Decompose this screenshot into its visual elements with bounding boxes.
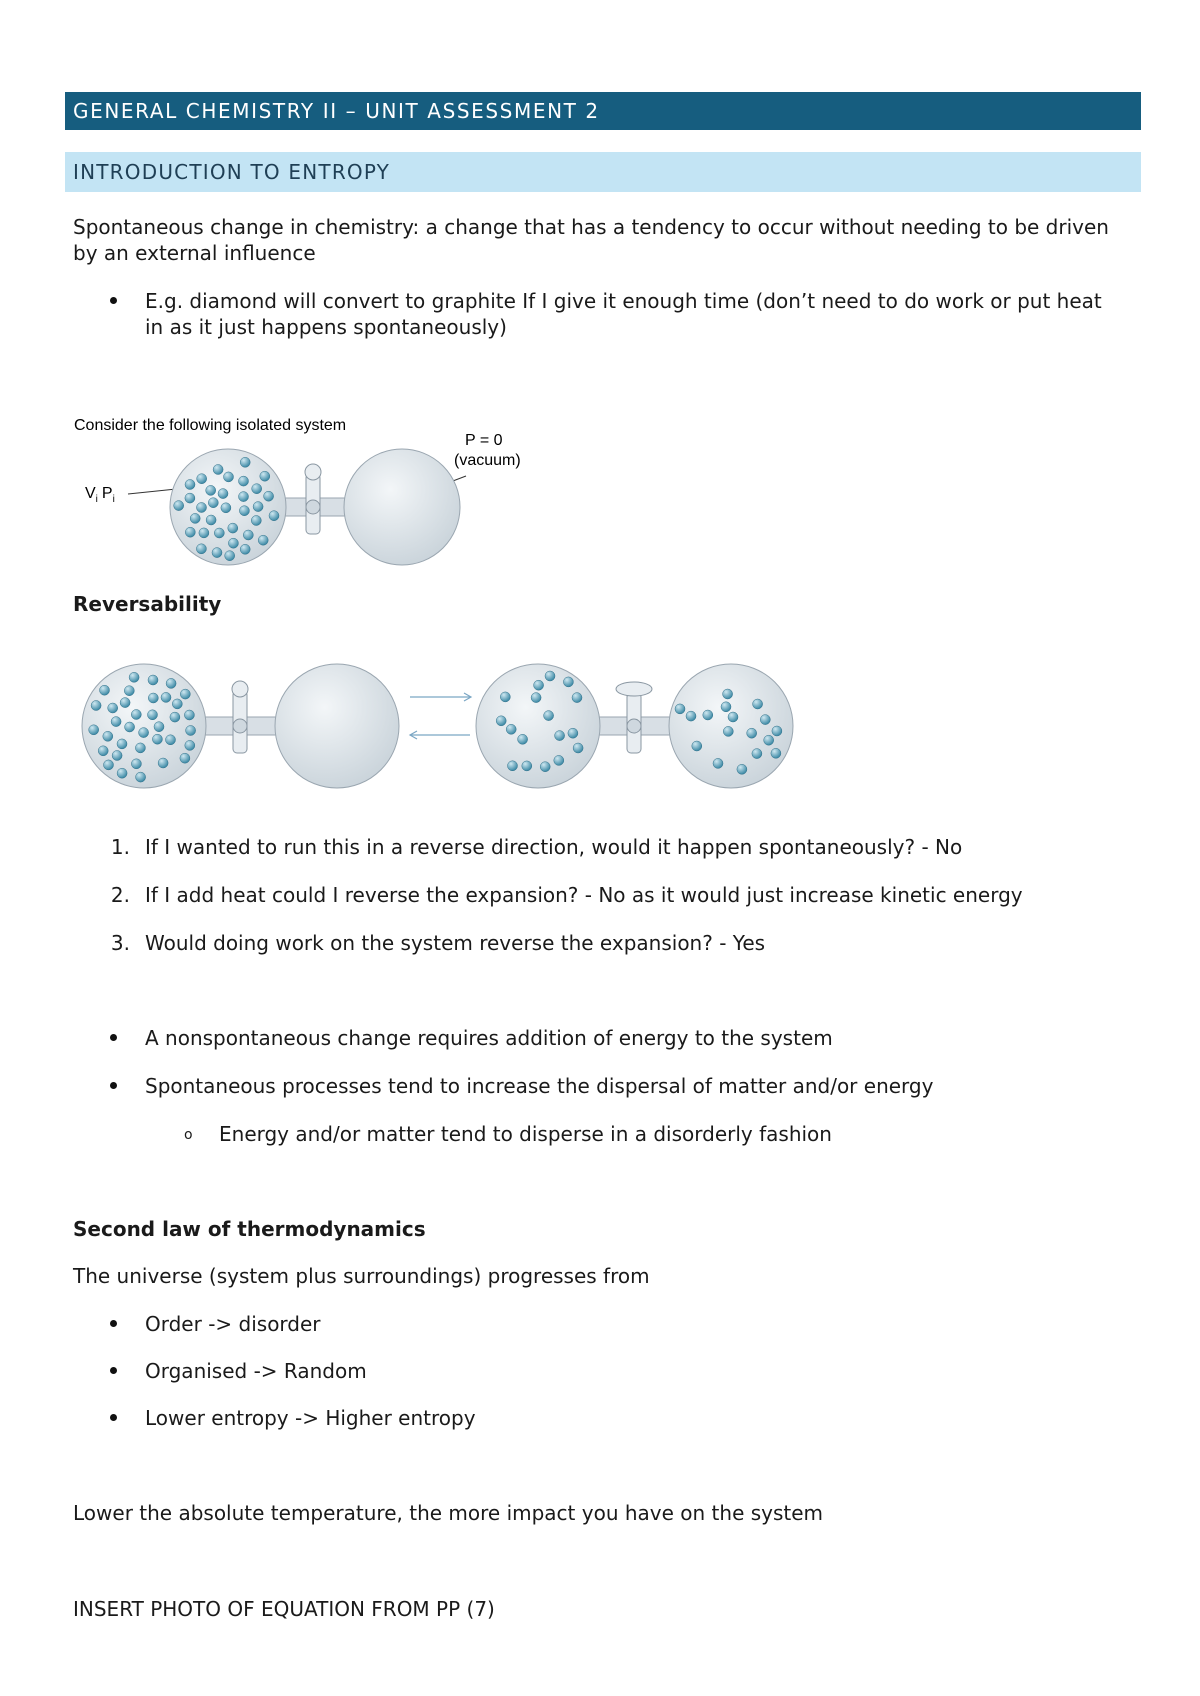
gas-molecule [120,698,130,708]
bullet-marker [110,1082,117,1089]
gas-molecule [158,758,168,768]
list-item: If I add heat could I reverse the expansion? - No as it would just increase kinetic energy [145,883,1023,907]
gas-molecule [206,515,216,525]
gas-molecule [240,457,250,467]
gas-molecule [185,527,195,537]
intro-bullet-line-2: in as it just happens spontaneously) [145,315,507,339]
gas-molecule [148,710,158,720]
gas-molecule [540,762,550,772]
gas-molecule [91,701,101,711]
gas-molecule [723,689,733,699]
list-item: Lower entropy -> Higher entropy [145,1406,476,1430]
figure-caption: Consider the following isolated system [74,417,347,434]
sub-bullet-marker: o [184,1127,193,1143]
gas-molecule [568,728,578,738]
gas-molecule [251,516,261,526]
list-number: 2. [110,883,130,907]
list-number: 1. [110,835,130,859]
bullet-marker [110,1034,117,1041]
gas-molecule [753,699,763,709]
gas-molecule [545,671,555,681]
gas-molecule [117,768,127,778]
gas-molecule [197,474,207,484]
list-item: If I wanted to run this in a reverse direction, would it happen spontaneously? - No [145,835,963,859]
gas-molecule [225,551,235,561]
bulb-left-before [82,664,206,788]
gas-molecule [166,735,176,745]
gas-molecule [206,485,216,495]
gas-expansion-figure [80,655,810,795]
gas-molecule [180,753,190,763]
gas-molecule [89,725,99,735]
gas-molecule [747,728,757,738]
gas-molecule [728,712,738,722]
list-item: Energy and/or matter tend to disperse in a disorderly fashion [219,1122,832,1146]
gas-molecule [104,760,114,770]
gas-molecule [239,492,249,502]
intro-line-2: by an external influence [73,241,316,265]
gas-molecule [111,717,121,727]
gas-molecule [764,735,774,745]
gas-molecule [723,726,733,736]
gas-molecule [269,511,279,521]
list-item: A nonspontaneous change requires addition of energy to the system [145,1026,833,1050]
intro-line-1: Spontaneous change in chemistry: a change that has a tendency to occur without needing to be driven [73,215,1109,239]
gas-molecule [554,755,564,765]
stopcock-valve [305,464,321,534]
reversability-heading: Reversability [73,592,222,616]
gas-molecule [108,703,118,713]
gas-molecule [264,491,274,501]
gas-molecule [686,711,696,721]
gas-molecule [228,523,238,533]
gas-molecule [125,722,135,732]
gas-molecule [531,693,541,703]
gas-molecule [518,734,528,744]
list-item: Order -> disorder [145,1312,321,1336]
bullet-marker [110,1320,117,1327]
gas-molecule [508,761,518,771]
gas-molecule [170,712,180,722]
gas-molecule [172,699,182,709]
gas-molecule [136,772,146,782]
temperature-note: Lower the absolute temperature, the more impact you have on the system [73,1501,824,1525]
pressure-label: P = 0 [465,432,503,449]
gas-molecule [174,501,184,511]
gas-molecule [713,758,723,768]
gas-molecule [129,672,139,682]
gas-molecule [185,493,195,503]
gas-molecule [212,548,222,558]
gas-molecule [772,726,782,736]
gas-molecule [100,685,110,695]
gas-molecule [253,502,263,512]
gas-molecule [771,748,781,758]
gas-molecule [124,686,134,696]
gas-molecule [240,544,250,554]
valve-closed [232,681,248,753]
gas-molecule [213,465,223,475]
gas-molecule [221,503,231,513]
gas-molecule [534,680,544,690]
list-item: Would doing work on the system reverse the expansion? - Yes [145,931,766,955]
gas-molecule [496,716,506,726]
gas-molecule [185,740,195,750]
gas-molecule [752,749,762,759]
gas-molecule [131,759,141,769]
gas-molecule [139,728,149,738]
section-heading: INTRODUCTION TO ENTROPY [65,152,1141,192]
gas-molecule [243,530,253,540]
gas-molecule [103,731,113,741]
intro-bullet-line-1: E.g. diamond will convert to graphite If I give it enough time (don’t need to do work or put heat [145,289,1102,313]
list-item: Spontaneous processes tend to increase the dispersal of matter and/or energy [145,1074,934,1098]
gas-molecule [135,743,145,753]
gas-molecule [544,711,554,721]
gas-molecule [675,704,685,714]
bulb-right-before [275,664,399,788]
gas-molecule [555,731,565,741]
list-number: 3. [110,931,130,955]
gas-molecule [98,746,108,756]
second-law-heading: Second law of thermodynamics [73,1217,426,1241]
gas-molecule [218,489,228,499]
gas-molecule [500,692,510,702]
isolated-system-figure [68,410,538,580]
equilibrium-arrows [410,693,471,739]
gas-molecule [760,715,770,725]
gas-molecule [184,710,194,720]
gas-molecule [703,710,713,720]
gas-molecule [161,692,171,702]
gas-molecule [185,480,195,490]
gas-molecule [152,734,162,744]
vacuum-label: (vacuum) [454,452,521,469]
gas-molecule [131,710,141,720]
gas-molecule [239,476,249,486]
second-law-intro: The universe (system plus surroundings) progresses from [73,1264,650,1288]
bullet-marker [110,297,117,304]
gas-molecule [166,678,176,688]
gas-molecule [228,538,238,548]
gas-molecule [721,702,731,712]
bullet-marker [110,1414,117,1421]
gas-molecule [112,751,122,761]
gas-molecule [252,484,262,494]
gas-molecule [148,675,158,685]
volume-label: $V_i$ $P_i$ [85,485,115,505]
gas-molecule [522,761,532,771]
gas-molecule [208,498,218,508]
gas-molecule [186,726,196,736]
gas-molecule [180,689,190,699]
gas-molecule [190,513,200,523]
bullet-marker [110,1367,117,1374]
gas-molecule [117,739,127,749]
gas-molecule [258,535,268,545]
gas-molecule [563,677,573,687]
list-item: Organised -> Random [145,1359,367,1383]
insert-photo-note: INSERT PHOTO OF EQUATION FROM PP (7) [73,1597,495,1621]
gas-molecule [737,764,747,774]
gas-molecule [506,724,516,734]
right-bulb-vacuum [344,449,460,565]
gas-molecule [199,528,209,538]
gas-molecule [154,722,164,732]
gas-molecule [260,471,270,481]
gas-molecule [196,544,206,554]
gas-molecule [572,693,582,703]
gas-molecule [197,503,207,513]
gas-molecule [224,472,234,482]
gas-molecule [692,741,702,751]
gas-molecule [239,506,249,516]
gas-molecule [148,693,158,703]
gas-molecule [573,743,583,753]
document-title: GENERAL CHEMISTRY II – UNIT ASSESSMENT 2 [65,92,1141,130]
bulb-right-after [669,664,793,788]
gas-molecule [214,528,224,538]
